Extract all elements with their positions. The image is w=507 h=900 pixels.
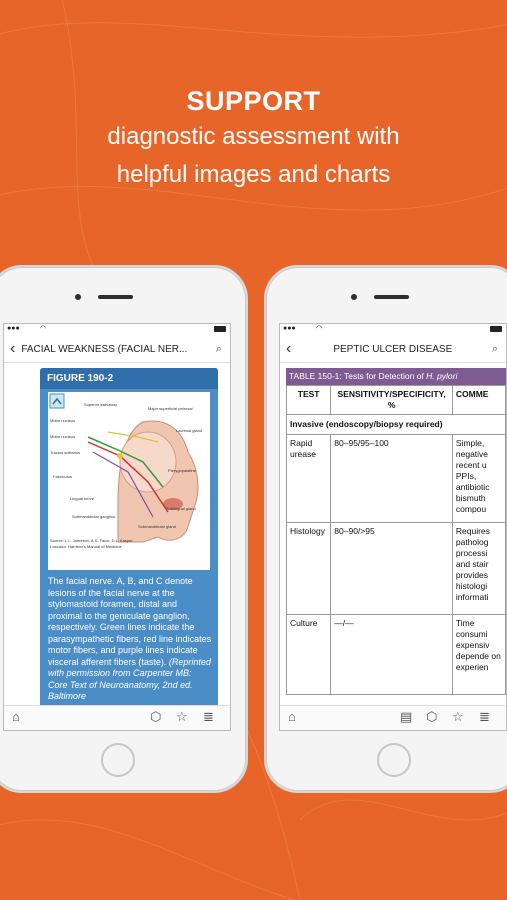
table-caption-organism: H. pylori [426, 371, 458, 381]
facial-nerve-illustration [48, 392, 210, 570]
headline-title: SUPPORT [186, 86, 321, 116]
cell-sensitivity: —/— [331, 615, 453, 695]
signal-icon: ●●● [283, 325, 296, 332]
star-icon[interactable]: ☆ [452, 709, 464, 724]
figure-caption-text: The facial nerve. A, B, and C denote lesions of the facial nerve at the stylomastoid foramen, distal and proximal to the geniculate ganglion, respectively. Green lines indicate the parasympathetic fibers, red line indicates motor fibers, and purple lines indicate visceral afferent fibers (taste). [48, 576, 212, 667]
home-icon[interactable]: ⌂ [12, 709, 20, 724]
document-icon[interactable]: ▤ [400, 709, 413, 724]
battery-icon [214, 326, 226, 332]
search-icon[interactable]: ⌕ [215, 342, 222, 355]
table-row [287, 435, 506, 523]
svg-text:Sublingual gland: Sublingual gland [166, 506, 196, 511]
svg-text:Fasciculus: Fasciculus [53, 474, 72, 479]
svg-text:Motor nucleus: Motor nucleus [50, 418, 76, 423]
earpiece-speaker [374, 295, 409, 299]
table-caption-text: TABLE 150-1: Tests for Detection of [289, 371, 427, 381]
data-table [286, 385, 506, 695]
cell-sensitivity: 80–95/95–100 [331, 435, 453, 523]
svg-text:Tractus solitarius: Tractus solitarius [50, 450, 81, 455]
tag-icon[interactable]: ⬡ [426, 709, 438, 724]
tag-icon[interactable]: ⬡ [150, 709, 162, 724]
home-icon[interactable]: ⌂ [288, 709, 296, 724]
bottom-toolbar [280, 705, 506, 730]
svg-text:Lingual nerve: Lingual nerve [70, 496, 95, 501]
svg-text:Loscalzo: Harrison's Manual of: Loscalzo: Harrison's Manual of Medicine [50, 544, 122, 549]
cell-test: Rapid urease [287, 435, 331, 523]
figure-image[interactable] [48, 392, 210, 570]
table-row [287, 523, 506, 615]
list-icon[interactable]: ≣ [479, 709, 490, 724]
earpiece-speaker [98, 295, 133, 299]
home-button[interactable] [377, 743, 411, 777]
svg-text:Lacrimal gland: Lacrimal gland [176, 428, 203, 433]
cell-comment: Time consumi expensiv depende on experien [452, 615, 505, 695]
table-row [287, 615, 506, 695]
section-label: Invasive (endoscopy/biopsy required) [287, 415, 506, 435]
headline [0, 86, 507, 192]
nav-bar [280, 336, 506, 363]
home-button[interactable] [101, 743, 135, 777]
search-icon[interactable]: ⌕ [491, 342, 498, 355]
bottom-toolbar [4, 705, 230, 730]
front-camera [351, 294, 357, 300]
star-icon[interactable]: ☆ [176, 709, 188, 724]
status-bar [280, 324, 506, 336]
phone-right [264, 265, 507, 793]
nav-bar [4, 336, 230, 363]
wifi-icon: ◠ [316, 325, 323, 332]
svg-text:Pterygopalatine: Pterygopalatine [168, 468, 196, 473]
svg-text:Major superficial petrosal: Major superficial petrosal [148, 406, 193, 411]
cell-test: Culture [287, 615, 331, 695]
svg-text:Submandibular ganglion: Submandibular ganglion [72, 514, 116, 519]
figure-caption [48, 576, 212, 703]
figure-citation: (Reprinted with permission from Carpenter MB: Core Text of Neuroanatomy, 2nd ed. Baltimore [48, 656, 211, 701]
table-section-row [287, 415, 506, 435]
figure-card[interactable] [40, 368, 218, 708]
wifi-icon: ◠ [40, 325, 47, 332]
right-screen [279, 323, 507, 731]
cell-comment: Requires patholog processi and stair provides histologi informati [452, 523, 505, 615]
table-header-row [287, 386, 506, 415]
nav-title: FACIAL WEAKNESS (FACIAL NER... [21, 343, 188, 355]
list-icon[interactable]: ≣ [203, 709, 214, 724]
cell-comment: Simple, negative recent u PPIs, antibiotic bismuth compou [452, 435, 505, 523]
back-chevron-icon[interactable]: ‹ [286, 340, 292, 357]
figure-title: FIGURE 190-2 [40, 368, 218, 389]
column-header-comments: COMME [452, 386, 505, 415]
cell-test: Histology [287, 523, 331, 615]
svg-text:Superior salivatory: Superior salivatory [84, 402, 118, 407]
cell-sensitivity: 80–90/>95 [331, 523, 453, 615]
svg-text:Source: L.L. Jameson, A.S. Fau: Source: L.L. Jameson, A.S. Fauci, D.L. Kasper [50, 538, 133, 543]
svg-text:Submandibular gland: Submandibular gland [138, 524, 176, 529]
battery-icon [490, 326, 502, 332]
back-chevron-icon[interactable]: ‹ [10, 340, 16, 357]
phone-left [0, 265, 248, 793]
svg-text:Motor nucleus: Motor nucleus [50, 434, 76, 439]
table-caption [286, 368, 507, 385]
column-header-test: TEST [287, 386, 331, 415]
column-header-sensitivity: SENSITIVITY/SPECIFICITY, % [331, 386, 453, 415]
signal-icon: ●●● [7, 325, 20, 332]
left-screen [3, 323, 231, 731]
nav-title: PEPTIC ULCER DISEASE [333, 343, 453, 355]
headline-subtitle-1: diagnostic assessment with [107, 123, 400, 150]
status-bar [4, 324, 230, 336]
front-camera [75, 294, 81, 300]
headline-subtitle-2: helpful images and charts [116, 161, 391, 188]
